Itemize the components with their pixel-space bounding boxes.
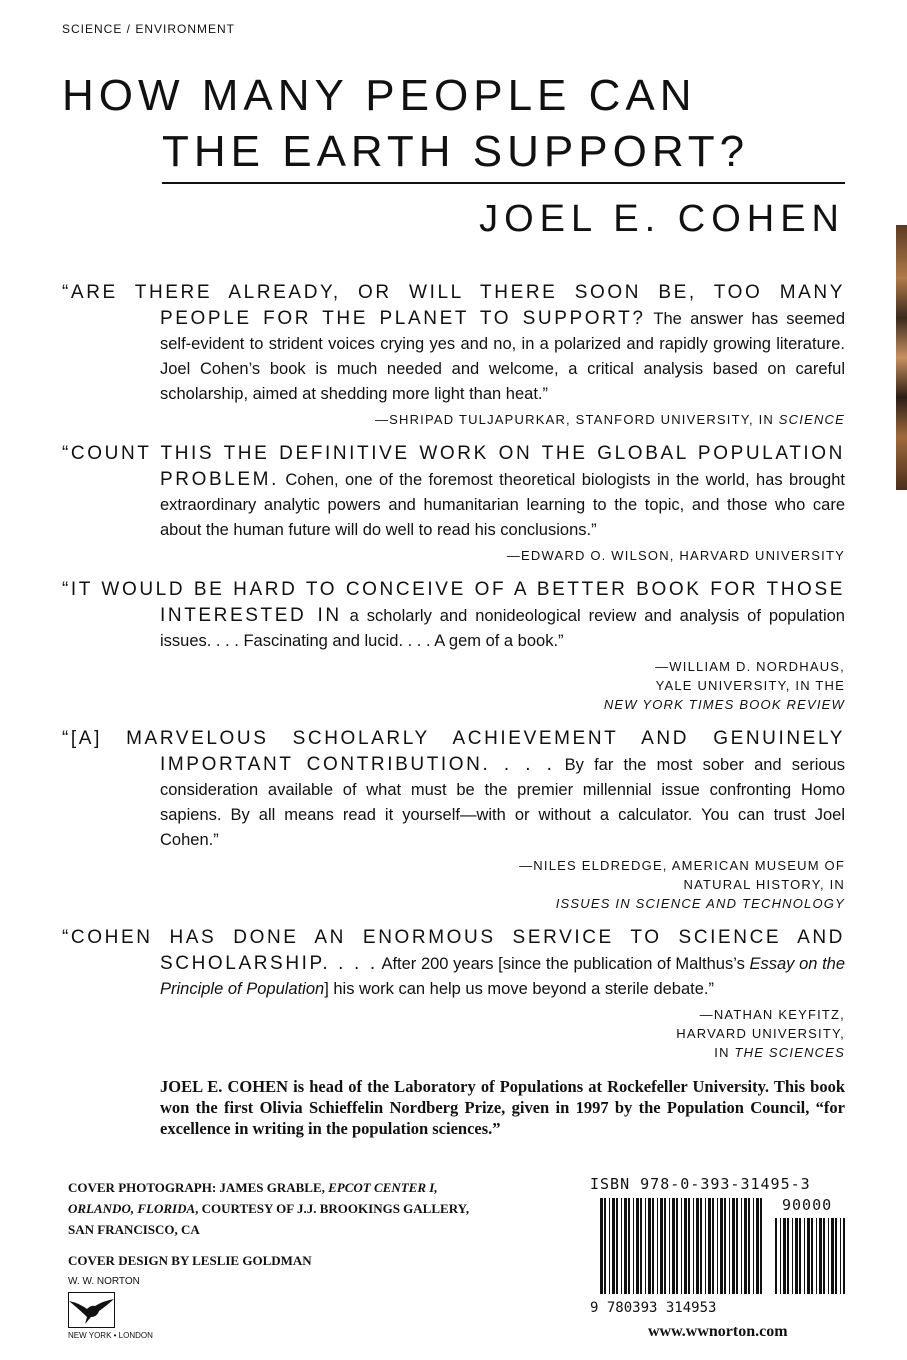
front-cover-photo-edge: [896, 225, 907, 490]
barcode-bar: [705, 1198, 706, 1294]
attribution-text: YALE UNIVERSITY, IN THE: [655, 678, 845, 693]
barcode-bar: [783, 1218, 786, 1294]
barcode-bar: [700, 1198, 702, 1294]
barcode-bar: [684, 1198, 687, 1294]
barcode-bar: [831, 1218, 834, 1294]
barcode-bar: [780, 1218, 781, 1294]
quote-attribution: [62, 1005, 845, 1062]
cover-credits: [68, 1177, 469, 1271]
barcode-bar: [660, 1198, 663, 1294]
barcode-bar: [736, 1198, 738, 1294]
quote-attribution: [62, 856, 845, 913]
barcode-bar: [676, 1198, 678, 1294]
barcode-bar: [724, 1198, 726, 1294]
seagull-logo-icon: [68, 1292, 115, 1328]
photo-title: ORLANDO, FLORIDA: [68, 1201, 196, 1216]
barcode-bar: [799, 1218, 801, 1294]
photo-credit: COVER PHOTOGRAPH: JAMES GRABLE,: [68, 1180, 329, 1195]
quote-3: [62, 577, 845, 714]
quote-body-title: Essay on the Principle of Population: [160, 955, 846, 998]
barcode-bar: [741, 1198, 742, 1294]
attribution-text: —WILLIAM D. NORDHAUS,: [655, 659, 845, 674]
barcode-bar: [804, 1218, 805, 1294]
barcode-bar: [640, 1198, 642, 1294]
photo-credit: , COURTESY OF J.J. BROOKINGS GALLERY,: [195, 1201, 470, 1216]
barcode-bar: [823, 1218, 825, 1294]
barcode-bar: [753, 1198, 754, 1294]
publisher-name: W. W. NORTON: [68, 1276, 140, 1287]
barcode-bar: [756, 1198, 759, 1294]
publisher-cities: NEW YORK • LONDON: [68, 1331, 153, 1340]
barcode-bar: [748, 1198, 750, 1294]
barcode-bar: [795, 1218, 798, 1294]
barcode-bar: [636, 1198, 639, 1294]
barcode-number: 9 780393 314953: [590, 1300, 717, 1316]
attribution-publication: SCIENCE: [778, 412, 845, 427]
quote-4: [62, 726, 845, 913]
barcode-bar: [816, 1218, 817, 1294]
barcode-bar: [807, 1218, 810, 1294]
title-line-2: THE EARTH SUPPORT?: [162, 127, 750, 176]
barcode-bar: [720, 1198, 723, 1294]
barcode-bar: [787, 1218, 789, 1294]
quote-1: [62, 280, 845, 429]
attribution-text: NATURAL HISTORY, IN: [683, 877, 845, 892]
barcode-bar: [648, 1198, 651, 1294]
barcode-bar: [616, 1198, 618, 1294]
barcode-bar: [729, 1198, 730, 1294]
quote-lead: “COHEN HAS DONE AN ENORMOUS SERVICE TO SCIENCE AND SCHOLARSHIP. . . .: [62, 927, 845, 974]
publisher-imprint: [68, 1276, 153, 1340]
barcode-bar: [760, 1198, 762, 1294]
barcode-bar: [609, 1198, 610, 1294]
barcode-bar: [732, 1198, 735, 1294]
barcode-bar: [652, 1198, 654, 1294]
attribution-text: —NILES ELDREDGE, AMERICAN MUSEUM OF: [519, 858, 845, 873]
quote-body: ] his work can help us move beyond a sterile debate.”: [324, 980, 714, 998]
isbn: ISBN 978-0-393-31495-3: [590, 1175, 811, 1193]
quote-body: The answer has seemed self-evident to strident voices crying yes and no, in a polarized and rapidly growing literature. Joel Cohen’s book is much needed and welcome, a critical analysis based on careful scholarship, aimed at shedding more light than heat.”: [160, 310, 845, 403]
barcode-bar: [744, 1198, 747, 1294]
barcode-bar: [693, 1198, 694, 1294]
barcode-bar: [664, 1198, 666, 1294]
publisher-url: www.wwnorton.com: [648, 1323, 788, 1340]
barcode-bar: [708, 1198, 711, 1294]
barcode-bar: [645, 1198, 646, 1294]
price-code: 90000: [782, 1196, 833, 1214]
barcode-bar: [843, 1218, 845, 1294]
barcode-bar: [819, 1218, 822, 1294]
quote-attribution: —EDWARD O. WILSON, HARVARD UNIVERSITY: [506, 548, 845, 563]
quote-attribution: [62, 410, 845, 429]
attribution-text: IN: [714, 1045, 730, 1060]
title-line-1: HOW MANY PEOPLE CAN: [62, 71, 697, 120]
quote-lead: “IT WOULD BE HARD TO CONCEIVE OF A BETTER BOOK FOR THOSE INTERESTED IN: [62, 579, 845, 626]
barcode-bar: [840, 1218, 841, 1294]
attribution-text: —SHRIPAD TULJAPURKAR, STANFORD UNIVERSITY, IN: [374, 412, 774, 427]
barcode-bar: [681, 1198, 682, 1294]
barcode-bar: [600, 1198, 603, 1294]
barcode-bar: [792, 1218, 793, 1294]
attribution-text: HARVARD UNIVERSITY,: [676, 1026, 845, 1041]
attribution-publication: THE SCIENCES: [734, 1045, 845, 1060]
quote-lead: “[A] MARVELOUS SCHOLARLY ACHIEVEMENT AND GENUINELY IMPORTANT CONTRIBUTION. . . .: [62, 728, 845, 775]
quote-body: a scholarly and nonideological review and analysis of population issues. . . . Fascinating and lucid. . . . A gem of a book.”: [160, 607, 845, 650]
title-rule: [162, 182, 845, 184]
quote-body: After 200 years [since the publication of Malthus’s: [377, 955, 750, 973]
attribution-publication: ISSUES IN SCIENCE AND TECHNOLOGY: [555, 896, 845, 911]
barcode-bar: [633, 1198, 634, 1294]
barcode-bar: [811, 1218, 813, 1294]
quote-lead: “COUNT THIS THE DEFINITIVE WORK ON THE GLOBAL POPULATION PROBLEM.: [62, 443, 845, 490]
barcode-bar: [696, 1198, 699, 1294]
attribution-text: —NATHAN KEYFITZ,: [699, 1007, 845, 1022]
quote-body: By far the most sober and serious consideration available of what must be the premier millennial issue confronting Homo sapiens. By all means read it yourself—with or without a calculator. You can trust Joel Cohen.”: [160, 756, 845, 849]
category-label: SCIENCE / ENVIRONMENT: [62, 22, 236, 36]
barcode-bar: [835, 1218, 837, 1294]
barcode-bar: [828, 1218, 829, 1294]
barcode-bar: [624, 1198, 627, 1294]
barcode-bar: [604, 1198, 606, 1294]
barcode-bar: [621, 1198, 622, 1294]
attribution-publication: NEW YORK TIMES BOOK REVIEW: [603, 697, 845, 712]
quote-2: [62, 441, 845, 565]
barcode-bar: [688, 1198, 690, 1294]
barcode-bar: [657, 1198, 658, 1294]
design-credit: COVER DESIGN BY LESLIE GOLDMAN: [68, 1253, 312, 1268]
barcode-bar: [712, 1198, 714, 1294]
barcode: [600, 1198, 765, 1294]
quote-attribution: [62, 657, 845, 714]
quote-lead: “ARE THERE ALREADY, OR WILL THERE SOON BE, TOO MANY PEOPLE FOR THE PLANET TO SUPPORT?: [62, 282, 845, 329]
quote-body: Cohen, one of the foremost theoretical biologists in the world, has brought extraordinary analytic powers and humanitarian learning to the topic, and those who care about the human future will do well to read his conclusions.”: [160, 471, 845, 539]
barcode-bar: [612, 1198, 615, 1294]
barcode-bar: [669, 1198, 670, 1294]
barcode-bar: [775, 1218, 777, 1294]
price-barcode: [775, 1218, 845, 1294]
quotes-section: [62, 280, 845, 1139]
barcode-bar: [628, 1198, 630, 1294]
photo-title: EPCOT CENTER I,: [328, 1180, 438, 1195]
barcode-bar: [672, 1198, 675, 1294]
author-bio: JOEL E. COHEN is head of the Laboratory of Populations at Rockefeller University. This book won the first Olivia Schieffelin Nordberg Prize, given in 1997 by the Population Council, “for excellence in writing in the population sciences.”: [160, 1077, 845, 1138]
barcode-bar: [717, 1198, 718, 1294]
photo-credit: SAN FRANCISCO, CA: [68, 1222, 200, 1237]
author-name: JOEL E. COHEN: [479, 198, 845, 240]
quote-5: [62, 925, 845, 1062]
